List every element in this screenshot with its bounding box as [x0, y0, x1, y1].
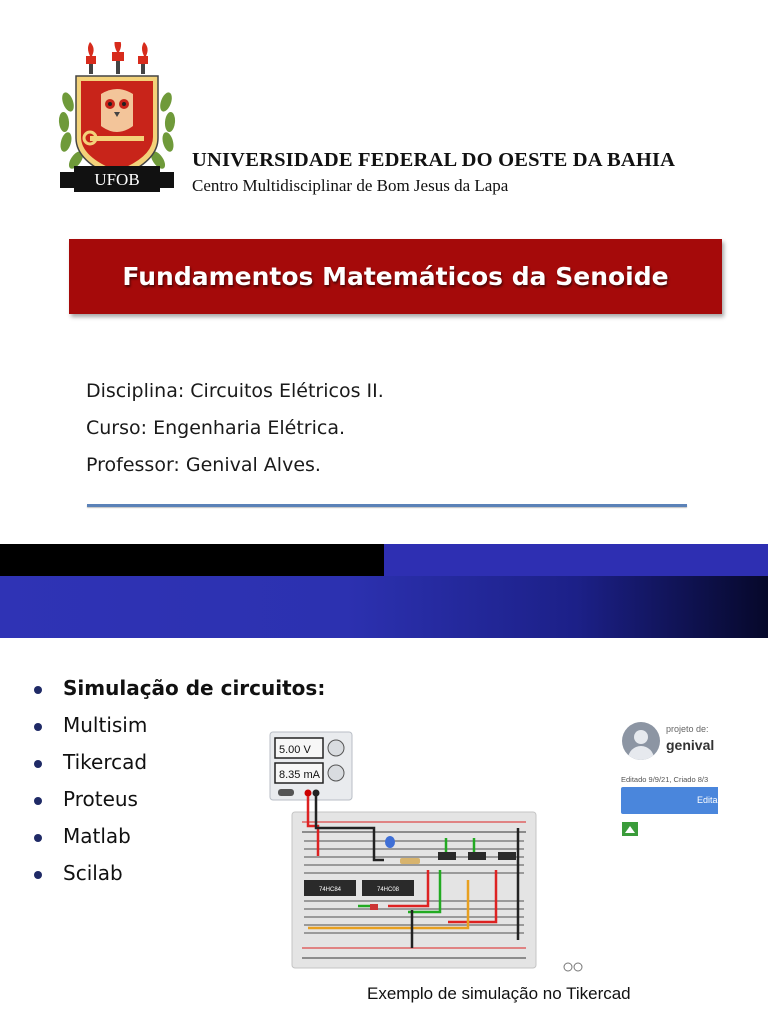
- chip-label: 74HC08: [376, 887, 400, 893]
- circuit-simulation-image: [268, 730, 540, 970]
- voltage-display: 5.00 V: [279, 744, 311, 756]
- bullet-icon: [34, 834, 42, 842]
- bullet-icon: [34, 686, 42, 694]
- university-name: UNIVERSIDADE FEDERAL DO OESTE DA BAHIA: [192, 149, 676, 171]
- header-band-black: [0, 544, 384, 576]
- avatar-body-shape: [628, 746, 654, 760]
- list-item-text: Simulação de circuitos:: [63, 676, 326, 700]
- user-avatar: [622, 722, 660, 760]
- logo-banner-text: UFOB: [94, 170, 140, 189]
- chip-label: 74HC84: [318, 887, 342, 893]
- list-item-text: Proteus: [63, 787, 138, 811]
- creative-commons-icon: [563, 962, 585, 972]
- list-item-text: Tikercad: [63, 750, 148, 774]
- ufob-logo: [56, 42, 178, 198]
- classroom-icon-glyph: [625, 826, 635, 833]
- list-item-text: Matlab: [63, 824, 131, 848]
- discipline-line: Disciplina: Circuitos Elétricos II.: [86, 380, 384, 402]
- professor-line: Professor: Genival Alves.: [86, 454, 321, 476]
- bullet-icon: [34, 723, 42, 731]
- bullet-icon: [34, 871, 42, 879]
- project-by-label: projeto de:: [666, 724, 709, 734]
- profile-username: genival: [666, 737, 715, 753]
- current-display: 8.35 mA: [279, 769, 320, 781]
- image-caption: Exemplo de simulação no Tikercad: [367, 984, 631, 1003]
- bullet-icon: [34, 797, 42, 805]
- edit-dates: Editado 9/9/21, Criado 8/3: [621, 775, 709, 784]
- title-divider: [87, 504, 687, 507]
- slide-title: Fundamentos Matemáticos da Senoide: [122, 262, 669, 291]
- bullet-icon: [34, 760, 42, 768]
- header-band-gradient: [0, 576, 768, 638]
- list-item-text: Scilab: [63, 861, 123, 885]
- avatar-head-shape: [634, 730, 648, 744]
- list-item-text: Multisim: [63, 713, 148, 737]
- center-name: Centro Multidisciplinar de Bom Jesus da Lapa: [192, 176, 509, 195]
- header-band-blue: [384, 544, 768, 576]
- title-banner: [69, 239, 722, 314]
- course-line: Curso: Engenharia Elétrica.: [86, 417, 346, 439]
- edit-button[interactable]: Edita: [621, 787, 718, 814]
- tinkercad-profile-panel: [614, 712, 718, 842]
- list-item: [34, 676, 325, 713]
